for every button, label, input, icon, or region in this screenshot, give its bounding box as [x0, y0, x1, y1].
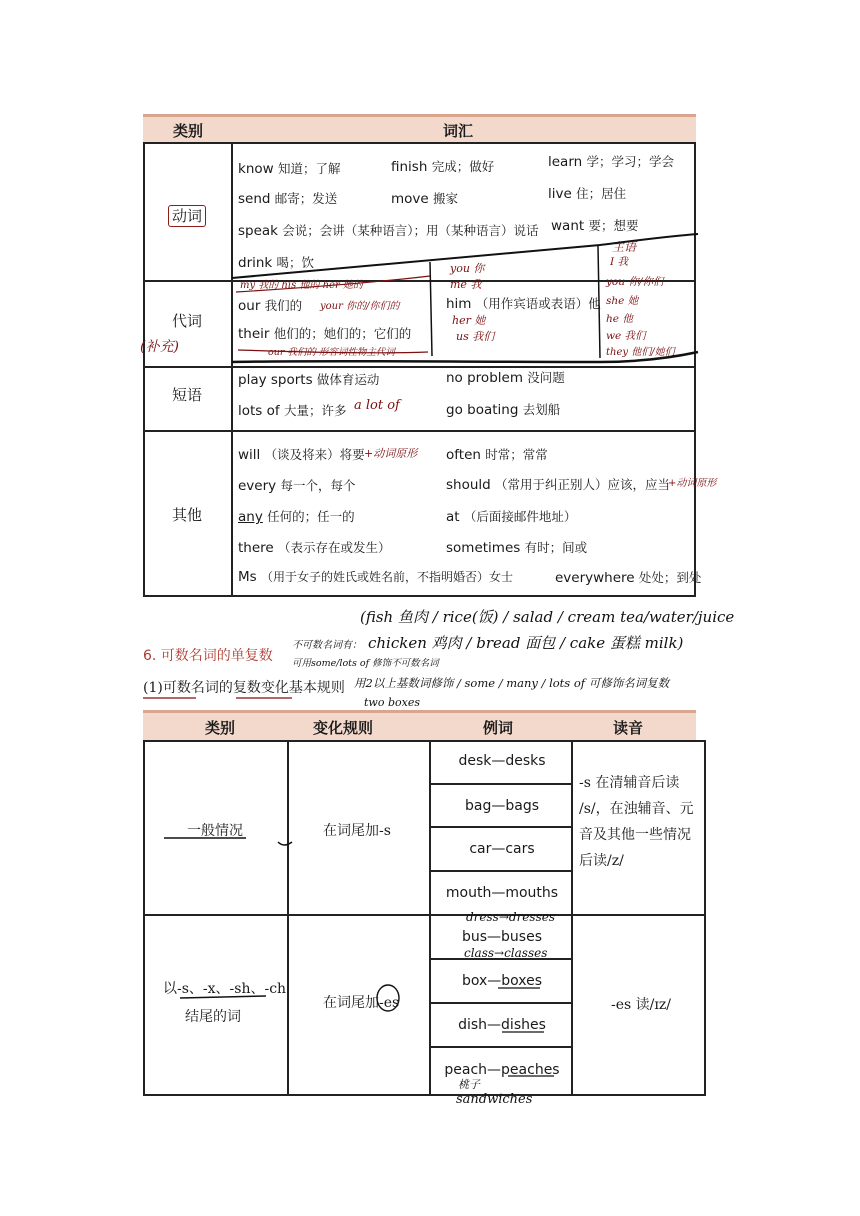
- note-peach-zh: 桃子: [458, 1078, 480, 1091]
- row1-pron-2: /s/，在浊辅音、元: [579, 801, 694, 817]
- example-desk: desk—desks: [458, 753, 546, 769]
- note-subject-title: 主语: [612, 240, 637, 254]
- category-phrase: 短语: [171, 386, 202, 404]
- note-pronoun-supplement: (补充): [140, 339, 179, 355]
- word-speak: speak 会说；会讲（某种语言）；用（某种语言）说话: [238, 223, 539, 239]
- category-other: 其他: [171, 506, 202, 524]
- note-subject-2: she 她: [606, 295, 639, 307]
- example-peach: peach—peaches: [444, 1062, 560, 1078]
- word-finish: finish 完成；做好: [391, 159, 495, 175]
- note-plural-modifiers: 用2以上基数词修饰 / some / many / lots of 可修饰名词复数: [354, 676, 670, 690]
- phrase-no-problem: no problem 没问题: [446, 370, 565, 386]
- phrase-play-sports: play sports 做体育运动: [238, 372, 380, 388]
- row2-pron: -es 读/ɪz/: [611, 997, 671, 1013]
- word-their: their 他们的；她们的；它们的: [238, 326, 412, 342]
- note-uncountable-words-2: chicken 鸡肉 / bread 面包 / cake 蛋糕 milk): [368, 634, 684, 652]
- plural-table: [143, 740, 706, 1096]
- header-vocab: 词汇: [443, 122, 474, 140]
- note-obj-me: me 我: [450, 278, 482, 291]
- row1-pron-1: -s 在清辅音后读: [579, 775, 680, 791]
- row2-category-1: 以-s、-x、-sh、-ch: [163, 981, 287, 997]
- note-obj-her: her 她: [452, 314, 486, 327]
- row1-rule: 在词尾加-s: [323, 823, 391, 839]
- note-subject-4: we 我们: [606, 330, 646, 342]
- note-possessive-3: our 我们的 形容词性物主代词: [268, 347, 395, 358]
- note-subject-5: they 他们/她们: [606, 347, 675, 358]
- example-bag: bag—bags: [465, 798, 539, 814]
- word-him: him （用作宾语或表语）他: [446, 296, 601, 312]
- word-our: our 我们的: [238, 298, 303, 314]
- word-any: any 任何的；任一的: [238, 509, 355, 525]
- example-bus: bus—buses: [461, 929, 542, 945]
- row1-pron-3: 音及其他一些情况: [579, 827, 691, 843]
- example-car: car—cars: [469, 841, 535, 857]
- word-want: want 要；想要: [551, 218, 639, 234]
- note-sandwiches: sandwiches: [456, 1092, 533, 1107]
- note-two-boxes: two boxes: [364, 696, 420, 709]
- example-mouth: mouth—mouths: [445, 885, 559, 901]
- word-learn: learn 学；学习；学会: [548, 154, 675, 170]
- word-ms: Ms （用于女子的姓氏或姓名前，不指明婚否）女士: [238, 569, 513, 585]
- note-class: class→classes: [464, 946, 548, 960]
- rule-1: (1)可数名词的复数变化基本规则: [143, 680, 345, 696]
- header-category-2: 类别: [205, 719, 236, 737]
- word-there: there （表示存在或发生）: [238, 540, 391, 556]
- category-verb: 动词: [143, 205, 231, 226]
- phrase-go-boating: go boating 去划船: [446, 402, 561, 418]
- note-obj-you: you 你: [450, 262, 485, 275]
- header-pron: 读音: [613, 719, 644, 737]
- note-obj-us: us 我们: [456, 330, 495, 343]
- note-subject-3: he 他: [606, 313, 633, 325]
- row1-pron-4: 后读/z/: [579, 853, 624, 869]
- word-sometimes: sometimes 有时；间或: [446, 540, 588, 556]
- example-dish: dish—dishes: [458, 1017, 546, 1033]
- row1-category: 一般情况: [187, 823, 243, 839]
- row2-rule: 在词尾加-es: [323, 995, 400, 1011]
- plural-table-header: [143, 710, 696, 740]
- word-move: move 搬家: [391, 191, 459, 207]
- note-dress: dress→dresses: [466, 910, 555, 924]
- note-subject-1: you 你/你们: [606, 276, 664, 288]
- note-will: +动词原形: [364, 447, 418, 460]
- word-know: know 知道；了解: [238, 161, 341, 177]
- note-a-lot-of: a lot of: [354, 398, 400, 413]
- vocab-table-header: [143, 114, 696, 142]
- note-possessive-1: my 我的 his 他的 her 她的: [240, 280, 363, 291]
- row2-category-2: 结尾的词: [185, 1009, 241, 1025]
- word-at: at （后面接邮件地址）: [446, 509, 577, 525]
- note-should: +动词原形: [668, 478, 717, 489]
- word-will: will （谈及将来）将要: [238, 447, 365, 463]
- word-everywhere: everywhere 处处；到处: [555, 570, 702, 586]
- word-should: should （常用于纠正别人）应该，应当: [446, 477, 671, 493]
- example-box: box—boxes: [461, 973, 543, 989]
- word-every: every 每一个，每个: [238, 478, 356, 494]
- section-6-heading: 6. 可数名词的单复数: [143, 648, 273, 664]
- note-subject-0: I 我: [610, 256, 628, 268]
- header-example: 例词: [483, 719, 514, 737]
- note-uncountable: 不可数名词有：: [292, 640, 362, 651]
- word-drink: drink 喝；饮: [238, 255, 315, 271]
- note-uncountable-words-1: (fish 鱼肉 / rice(饭) / salad / cream tea/water/juice: [360, 608, 735, 626]
- phrase-lots-of: lots of 大量；许多: [238, 403, 347, 419]
- category-pronoun: 代词: [171, 312, 202, 330]
- word-live: live 住；居住: [548, 186, 627, 202]
- word-send: send 邮寄；发送: [238, 191, 338, 207]
- note-uncountable-some: 可用some/lots of 修饰不可数名词: [292, 658, 439, 669]
- header-rule: 变化规则: [313, 719, 374, 737]
- header-category: 类别: [173, 122, 204, 140]
- word-often: often 时常；常常: [446, 447, 548, 463]
- note-possessive-2: your 你的/你们的: [320, 301, 400, 312]
